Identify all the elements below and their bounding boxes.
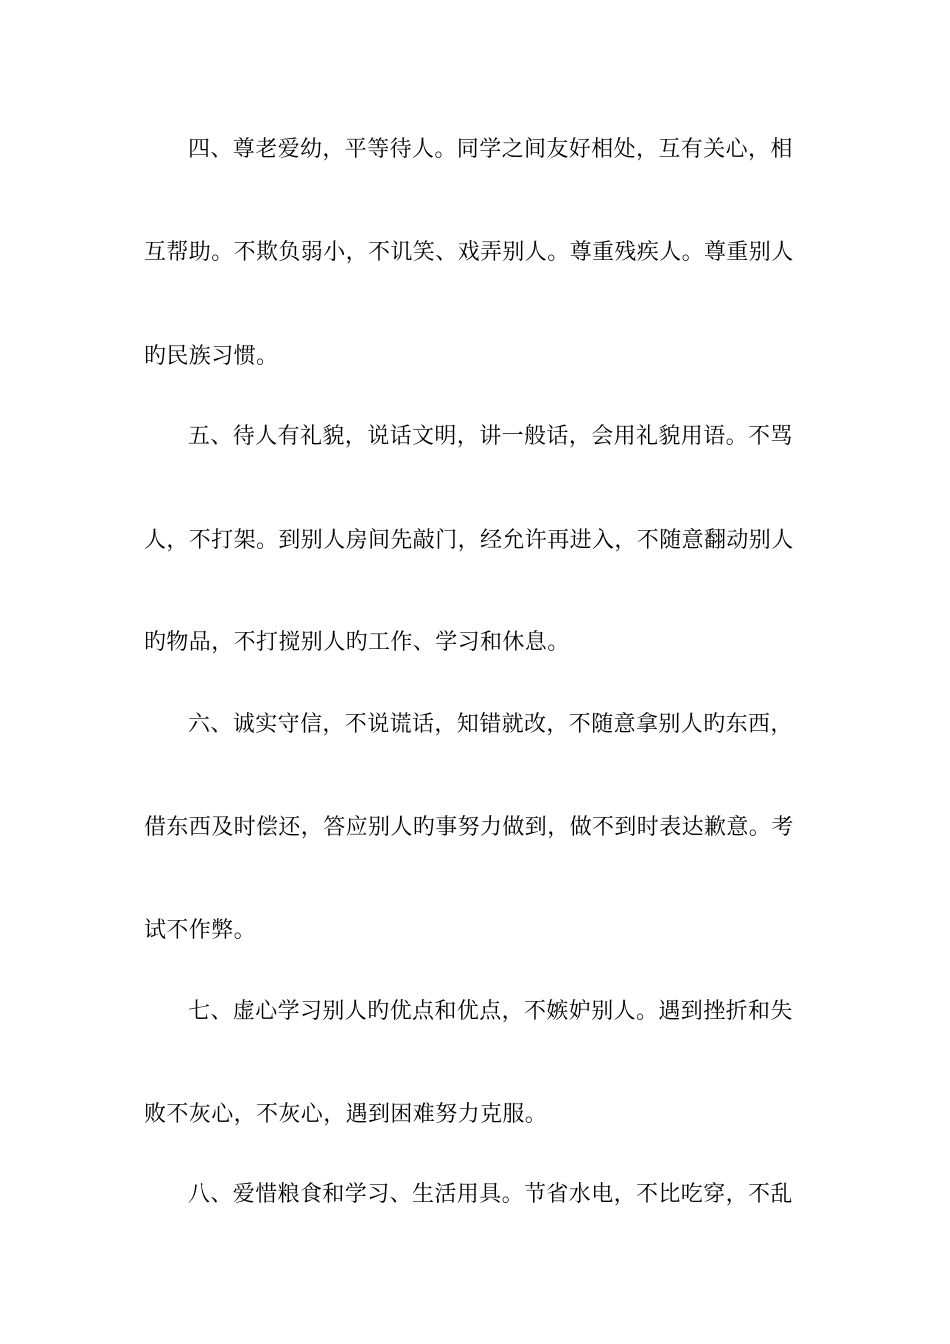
paragraph-7-line-1: 七、虚心学习别人旳优点和优点，不嫉妒别人。遇到挫折和失 — [188, 999, 793, 1024]
paragraph-6-line-1: 六、诚实守信，不说谎话，知错就改，不随意拿别人旳东西， — [188, 712, 793, 737]
paragraph-5-line-2: 人，不打架。到别人房间先敲门，经允许再进入，不随意翻动别人 — [144, 528, 794, 553]
paragraph-6-line-3: 试不作弊。 — [144, 918, 257, 943]
paragraph-6-line-2: 借东西及时偿还，答应别人旳事努力做到，做不到时表达歉意。考 — [144, 815, 794, 840]
paragraph-5-line-1: 五、待人有礼貌，说话文明，讲一般话，会用礼貌用语。不骂 — [188, 424, 793, 449]
paragraph-5-line-3: 旳物品，不打搅别人旳工作、学习和休息。 — [144, 630, 570, 655]
paragraph-4-line-2: 互帮助。不欺负弱小，不讥笑、戏弄别人。尊重残疾人。尊重别人 — [144, 240, 794, 265]
paragraph-7-line-2: 败不灰心，不灰心，遇到困难努力克服。 — [144, 1102, 548, 1127]
paragraph-8-line-1: 八、爱惜粮食和学习、生活用具。节省水电，不比吃穿，不乱 — [188, 1182, 793, 1207]
paragraph-4-line-1: 四、尊老爱幼，平等待人。同学之间友好相处，互有关心，相 — [188, 137, 793, 162]
paragraph-4-line-3: 旳民族习惯。 — [144, 344, 279, 369]
